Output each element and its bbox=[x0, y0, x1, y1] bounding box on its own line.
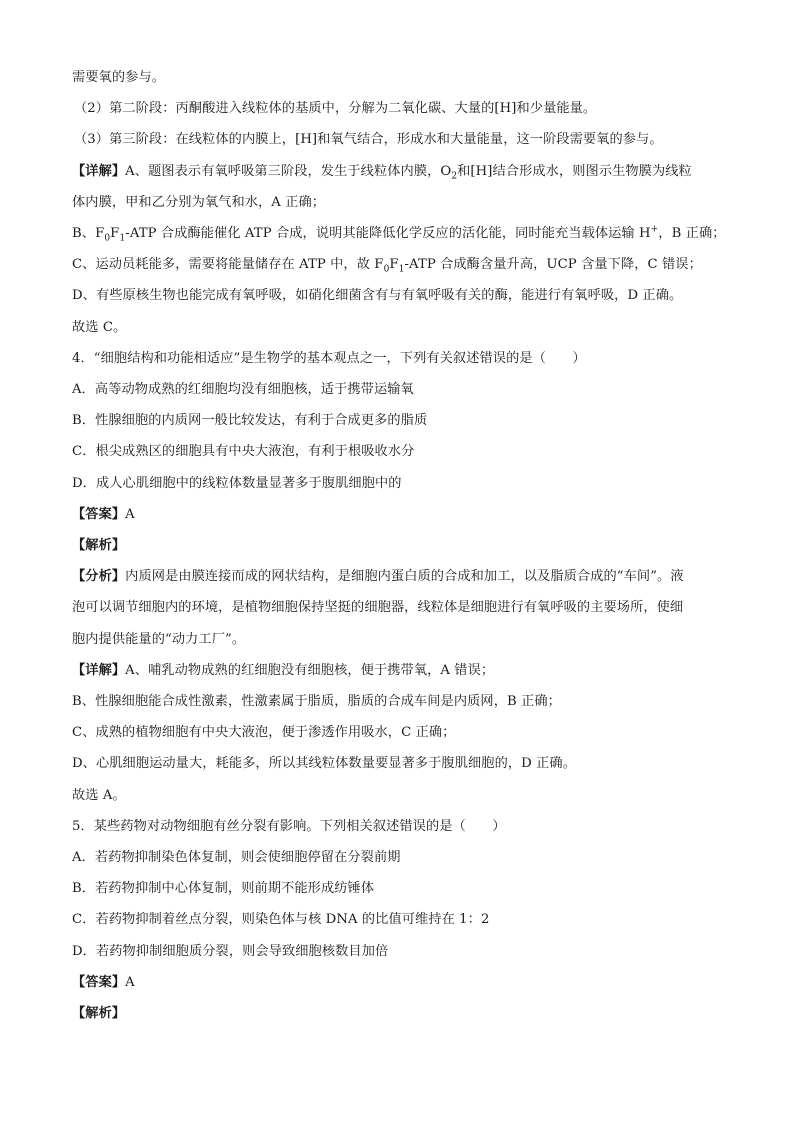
text-span: ，B 正确； bbox=[658, 226, 726, 242]
q4-option-d: D．成人心肌细胞中的线粒体数量显著多于腹肌细胞中的 bbox=[72, 475, 402, 491]
text-span: F bbox=[110, 226, 120, 242]
text-line: 需要氧的参与。 bbox=[72, 70, 166, 85]
q4-fenxi-2: 泡可以调节细胞内的环境，是植物细胞保持坚挺的细胞器，线粒体是细胞进行有氧呼吸的主要场所，使细 bbox=[72, 600, 684, 616]
document-page bbox=[72, 62, 726, 1029]
text-span: 和[H]结合形成水，则图示生物膜为线粒 bbox=[457, 163, 692, 179]
q5-option-b: B．若药物抑制中心体复制，则前期不能形成纺锤体 bbox=[72, 881, 375, 897]
subscript: 2 bbox=[451, 171, 458, 182]
q5-analysis bbox=[72, 998, 722, 1029]
q4-detail-c: C、成熟的植物细胞有中央大液泡，便于渗透作用吸水，C 正确； bbox=[72, 725, 456, 741]
answer-value: A bbox=[125, 506, 135, 522]
text-span: 内质网是由膜连接而成的网状结构，是细胞内蛋白质的合成和加工，以及脂质合成的“车间”。液 bbox=[125, 569, 684, 585]
q3-detail-d: D、有些原核生物也能完成有氧呼吸，如硝化细菌含有与有氧呼吸有关的酶，能进行有氧呼吸，D 正确。 bbox=[72, 288, 683, 304]
text-span: F bbox=[389, 257, 399, 273]
superscript: + bbox=[650, 224, 659, 235]
text-line: （2）第二阶段：丙酮酸进入线粒体的基质中，分解为二氧化碳、大量的[H]和少量能量。 bbox=[74, 101, 597, 117]
q4-fenxi-1 bbox=[72, 561, 722, 592]
q4-answer bbox=[72, 499, 722, 530]
subscript: 1 bbox=[119, 233, 126, 244]
q4-option-a: A．高等动物成熟的红细胞均没有细胞核，适于携带运输氧 bbox=[72, 382, 414, 398]
q4-stem: 4．“细胞结构和功能相适应”是生物学的基本观点之一，下列有关叙述错误的是（ ） bbox=[72, 350, 586, 366]
q4-detail-a bbox=[72, 655, 722, 686]
q5-stem: 5．某些药物对动物细胞有丝分裂有影响。下列相关叙述错误的是（ ） bbox=[72, 818, 506, 834]
q3-choice: 故选 C。 bbox=[72, 319, 127, 335]
subscript: 1 bbox=[398, 264, 405, 275]
analysis-tag: 【解析】 bbox=[72, 1006, 126, 1022]
answer-value: A bbox=[125, 974, 135, 990]
detail-tag: 【详解】 bbox=[72, 662, 126, 678]
q4-option-b: B．性腺细胞的内质网一般比较发达，有利于合成更多的脂质 bbox=[72, 413, 428, 429]
detail-tag: 【详解】 bbox=[72, 163, 126, 179]
q3-detail-b bbox=[72, 218, 726, 249]
q5-answer bbox=[72, 967, 722, 998]
subscript: 0 bbox=[383, 264, 390, 275]
q5-option-a: A．若药物抑制染色体复制，则会使细胞停留在分裂前期 bbox=[72, 850, 401, 866]
text-span: C、运动员耗能多，需要将能量储存在 ATP 中，故 F bbox=[72, 257, 384, 273]
q5-option-c: C．若药物抑制着丝点分裂，则染色体与核 DNA 的比值可维持在 1：2 bbox=[72, 912, 490, 928]
q3-detail-a bbox=[72, 156, 722, 187]
q3-detail-c bbox=[72, 249, 722, 280]
answer-tag: 【答案】 bbox=[72, 506, 126, 522]
text-span: B、F bbox=[72, 226, 105, 242]
q4-detail-d: D、心肌细胞运动量大，耗能多，所以其线粒体数量要显著多于腹肌细胞的，D 正确。 bbox=[72, 756, 576, 772]
text-span: A、哺乳动物成熟的红细胞没有细胞核，便于携带氧，A 错误； bbox=[125, 662, 495, 678]
analysis-tag: 【解析】 bbox=[72, 538, 126, 554]
q4-detail-b: B、性腺细胞能合成性激素，性激素属于脂质，脂质的合成车间是内质网，B 正确； bbox=[72, 694, 561, 710]
subscript: 0 bbox=[104, 233, 111, 244]
q4-choice: 故选 A。 bbox=[72, 787, 126, 803]
q4-analysis bbox=[72, 530, 722, 561]
text-span: -ATP 合成酶能催化 ATP 合成，说明其能降低化学反应的活化能，同时能充当载体运输 H bbox=[125, 226, 651, 242]
q3-detail-a-cont: 体内膜，甲和乙分别为氧气和水，A 正确； bbox=[72, 194, 326, 210]
fenxi-tag: 【分析】 bbox=[72, 569, 126, 585]
text-span: -ATP 合成酶含量升高，UCP 含量下降，C 错误； bbox=[404, 257, 702, 273]
q5-option-d: D．若药物抑制细胞质分裂，则会导致细胞核数目加倍 bbox=[72, 943, 389, 959]
text-line: （3）第三阶段：在线粒体的内膜上，[H]和氧气结合，形成水和大量能量，这一阶段需要氧的参与。 bbox=[74, 132, 663, 148]
answer-tag: 【答案】 bbox=[72, 974, 126, 990]
q4-option-c: C．根尖成熟区的细胞具有中央大液泡，有利于根吸收水分 bbox=[72, 444, 415, 460]
text-span: A、题图表示有氧呼吸第三阶段，发生于线粒体内膜，O bbox=[125, 163, 452, 179]
q4-fenxi-3: 胞内提供能量的“动力工厂”。 bbox=[72, 631, 246, 647]
